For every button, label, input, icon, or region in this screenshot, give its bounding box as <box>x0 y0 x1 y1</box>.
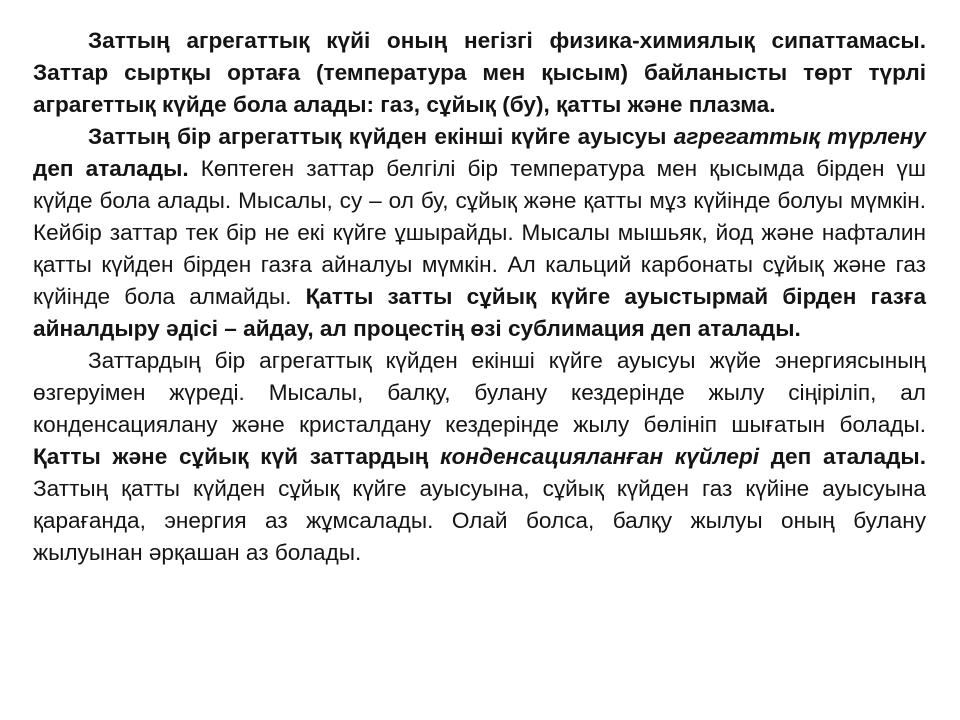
paragraph-2 <box>33 121 926 345</box>
paragraph-3-body-text: Заттардың бір агрегаттық күйден екінші күйге ауысуы жүйе энергиясының өзгеруімен жүреді. Мысалы, балқу, булану кездерінде жылу сіңіріліп, ал конденсациялану және кристалдану кездерінде жылу бөлініп шығатын болады. <box>33 348 926 437</box>
paragraph-3 <box>33 345 926 569</box>
paragraph-1-bold-text: Заттың агрегаттық күйі оның негізгі физика-химиялық сипаттамасы. Заттар сыртқы ортаға (температура мен қысым) байланысты төрт түрлі аграгеттық күйде бола алады: газ, сұйық (бу), қатты және плазма. <box>33 28 926 117</box>
paragraph-1 <box>33 25 926 121</box>
paragraph-2-bold-definition: Қатты затты сұйық күйге ауыстырмай бірден газға айналдыру әдісі – айдау, ал процестің өзі сублимация деп аталады. <box>33 284 927 341</box>
paragraph-3-bold-lead: Қатты және сұйық күй заттардың <box>33 444 429 469</box>
paragraph-3-bold-tail: деп аталады. <box>770 444 926 469</box>
paragraph-3-closing-text: Заттың қатты күйден сұйық күйге ауысуына, сұйық күйден газ күйіне ауысуына қарағанда, энергия аз жұмсалады. Олай болса, балқу жылуы оның булану жылуынан әрқашан аз болады. <box>33 476 926 565</box>
paragraph-2-body-text: Көптеген заттар белгілі бір температура мен қысымда бірден үш күйде бола алады. Мысалы, су – ол бу, сұйық және қатты мұз күйінде болуы мүмкін. Кейбір заттар тек бір не екі күйге ұшырайды. Мысалы мышьяк, йод және нафталин қатты күйден бірден газға айналуы мүмкін. Ал кальций карбонаты сұйық және газ күйінде бола алмайды. <box>33 156 926 309</box>
paragraph-2-bold-lead: Заттың бір агрегаттық күйден екінші күйге ауысуы <box>88 124 667 149</box>
paragraph-2-term: агрегаттық түрлену <box>673 124 926 149</box>
paragraph-2-bold-tail: деп аталады. <box>33 156 189 181</box>
paragraph-3-term: конденсацияланған күйлері <box>440 444 760 469</box>
slide-text-body <box>33 25 926 569</box>
